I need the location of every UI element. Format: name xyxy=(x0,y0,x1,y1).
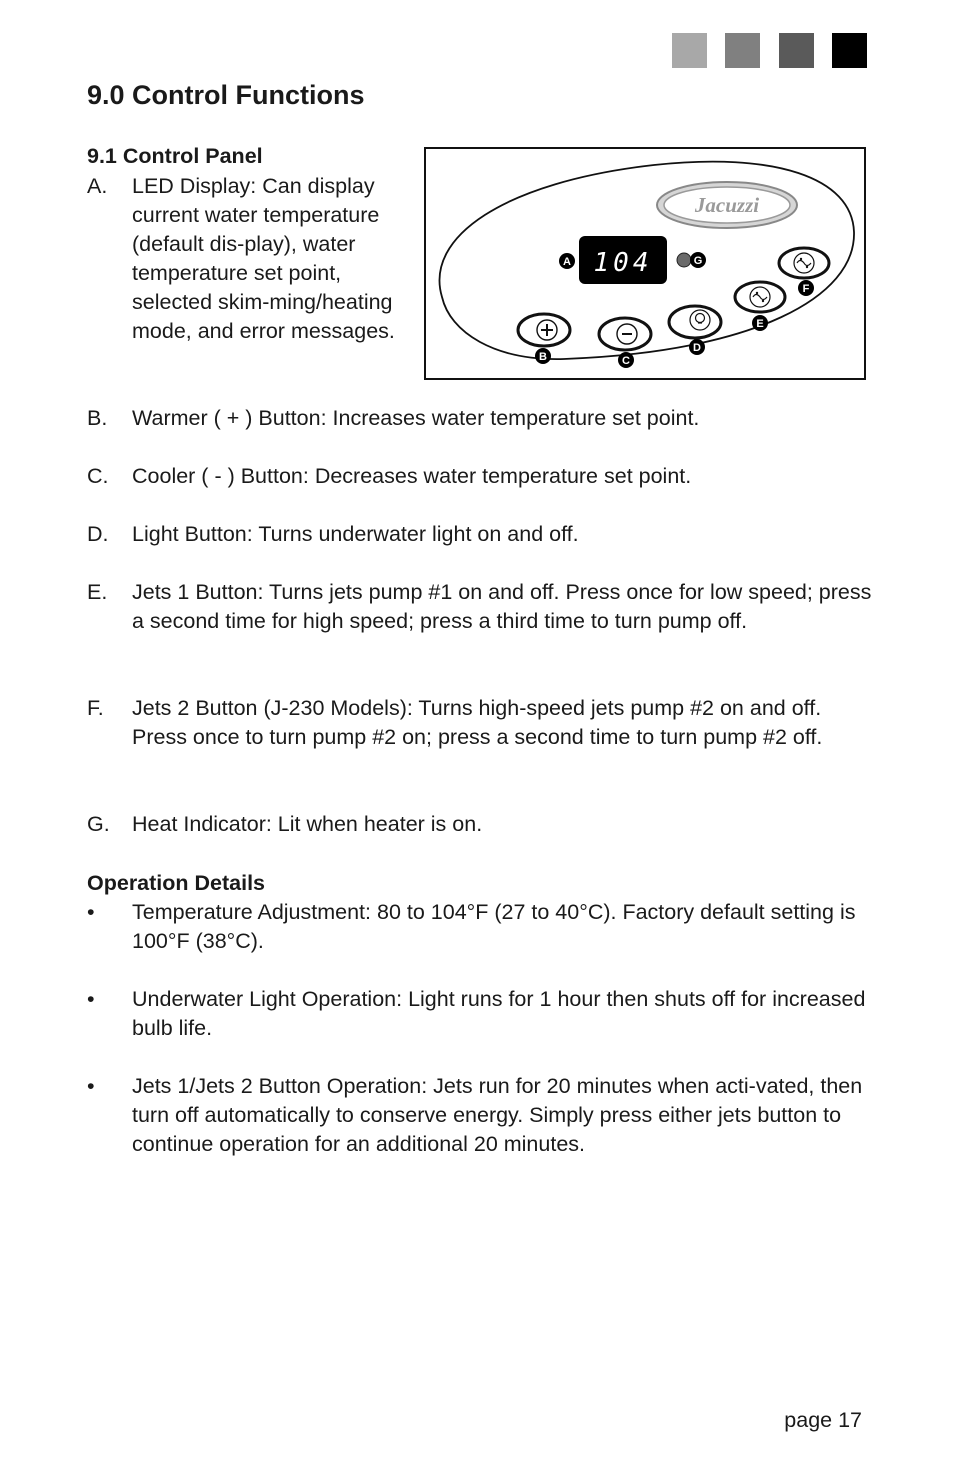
section-heading-operation-details: Operation Details xyxy=(87,871,266,895)
bullet-marker: • xyxy=(87,1074,95,1098)
svg-text:B: B xyxy=(539,351,547,363)
svg-text:D: D xyxy=(693,342,701,354)
item-label: A. xyxy=(87,174,108,198)
item-g xyxy=(87,810,877,839)
item-label: G. xyxy=(87,812,110,836)
bullet-temperature xyxy=(87,898,877,956)
svg-text:F: F xyxy=(802,283,810,295)
bullet-marker: • xyxy=(87,900,95,924)
item-label: B. xyxy=(87,406,108,430)
bullet-text: Temperature Adjustment: 80 to 104°F (27 to 40°C). Factory default setting is 100°F (38°C). xyxy=(132,900,856,953)
header-square-4 xyxy=(832,33,867,68)
svg-text:C: C xyxy=(622,355,630,367)
item-label: D. xyxy=(87,522,109,546)
header-square-2 xyxy=(725,33,760,68)
bullet-text: Jets 1/Jets 2 Button Operation: Jets run for 20 minutes when acti-vated, then turn off automatically to conserve energy. Simply press either jets button to continue operation for an additional 20 minutes. xyxy=(132,1074,863,1156)
bullet-jets xyxy=(87,1072,877,1159)
led-display-value: 104 xyxy=(593,248,653,278)
bullet-marker: • xyxy=(87,987,95,1011)
item-b xyxy=(87,404,877,433)
page-number: page 17 xyxy=(784,1408,862,1432)
item-a xyxy=(87,172,407,346)
light-button[interactable] xyxy=(669,306,721,338)
control-panel-figure xyxy=(424,147,866,380)
item-text: LED Display: Can display current water temperature (default dis-play), water temperature set point, selected skim-ming/heating mode, and error messages. xyxy=(132,174,395,343)
heat-indicator-icon xyxy=(677,253,691,267)
jets-1-button[interactable] xyxy=(735,282,785,312)
page-title: 9.0 Control Functions xyxy=(87,80,365,110)
header-square-3 xyxy=(779,33,814,68)
item-text: Heat Indicator: Lit when heater is on. xyxy=(132,812,483,836)
svg-text:A: A xyxy=(563,256,571,268)
item-label: F. xyxy=(87,696,104,720)
item-c xyxy=(87,462,877,491)
item-e xyxy=(87,578,877,636)
bullet-text: Underwater Light Operation: Light runs for 1 hour then shuts off for increased bulb life. xyxy=(132,987,866,1040)
jets-2-button[interactable] xyxy=(779,248,829,278)
item-text: Warmer ( + ) Button: Increases water temperature set point. xyxy=(132,406,700,430)
item-text: Light Button: Turns underwater light on and off. xyxy=(132,522,579,546)
item-text: Jets 2 Button (J-230 Models): Turns high-speed jets pump #2 on and off. Press once to turn pump #2 on; press a second time to turn pump #2 off. xyxy=(132,696,823,749)
item-text: Cooler ( - ) Button: Decreases water temperature set point. xyxy=(132,464,692,488)
item-label: C. xyxy=(87,464,109,488)
bullet-light xyxy=(87,985,877,1043)
svg-text:G: G xyxy=(693,255,703,267)
item-d xyxy=(87,520,877,549)
header-square-1 xyxy=(672,33,707,68)
item-f xyxy=(87,694,877,752)
section-heading-control-panel: 9.1 Control Panel xyxy=(87,144,263,168)
svg-text:Jacuzzi: Jacuzzi xyxy=(694,193,760,217)
cooler-button[interactable] xyxy=(599,318,651,350)
warmer-button[interactable] xyxy=(518,314,570,346)
jacuzzi-logo xyxy=(657,182,797,228)
item-text: Jets 1 Button: Turns jets pump #1 on and off. Press once for low speed; press a second time for high speed; press a third time to turn pump off. xyxy=(132,580,872,633)
item-label: E. xyxy=(87,580,108,604)
svg-text:E: E xyxy=(756,318,764,330)
